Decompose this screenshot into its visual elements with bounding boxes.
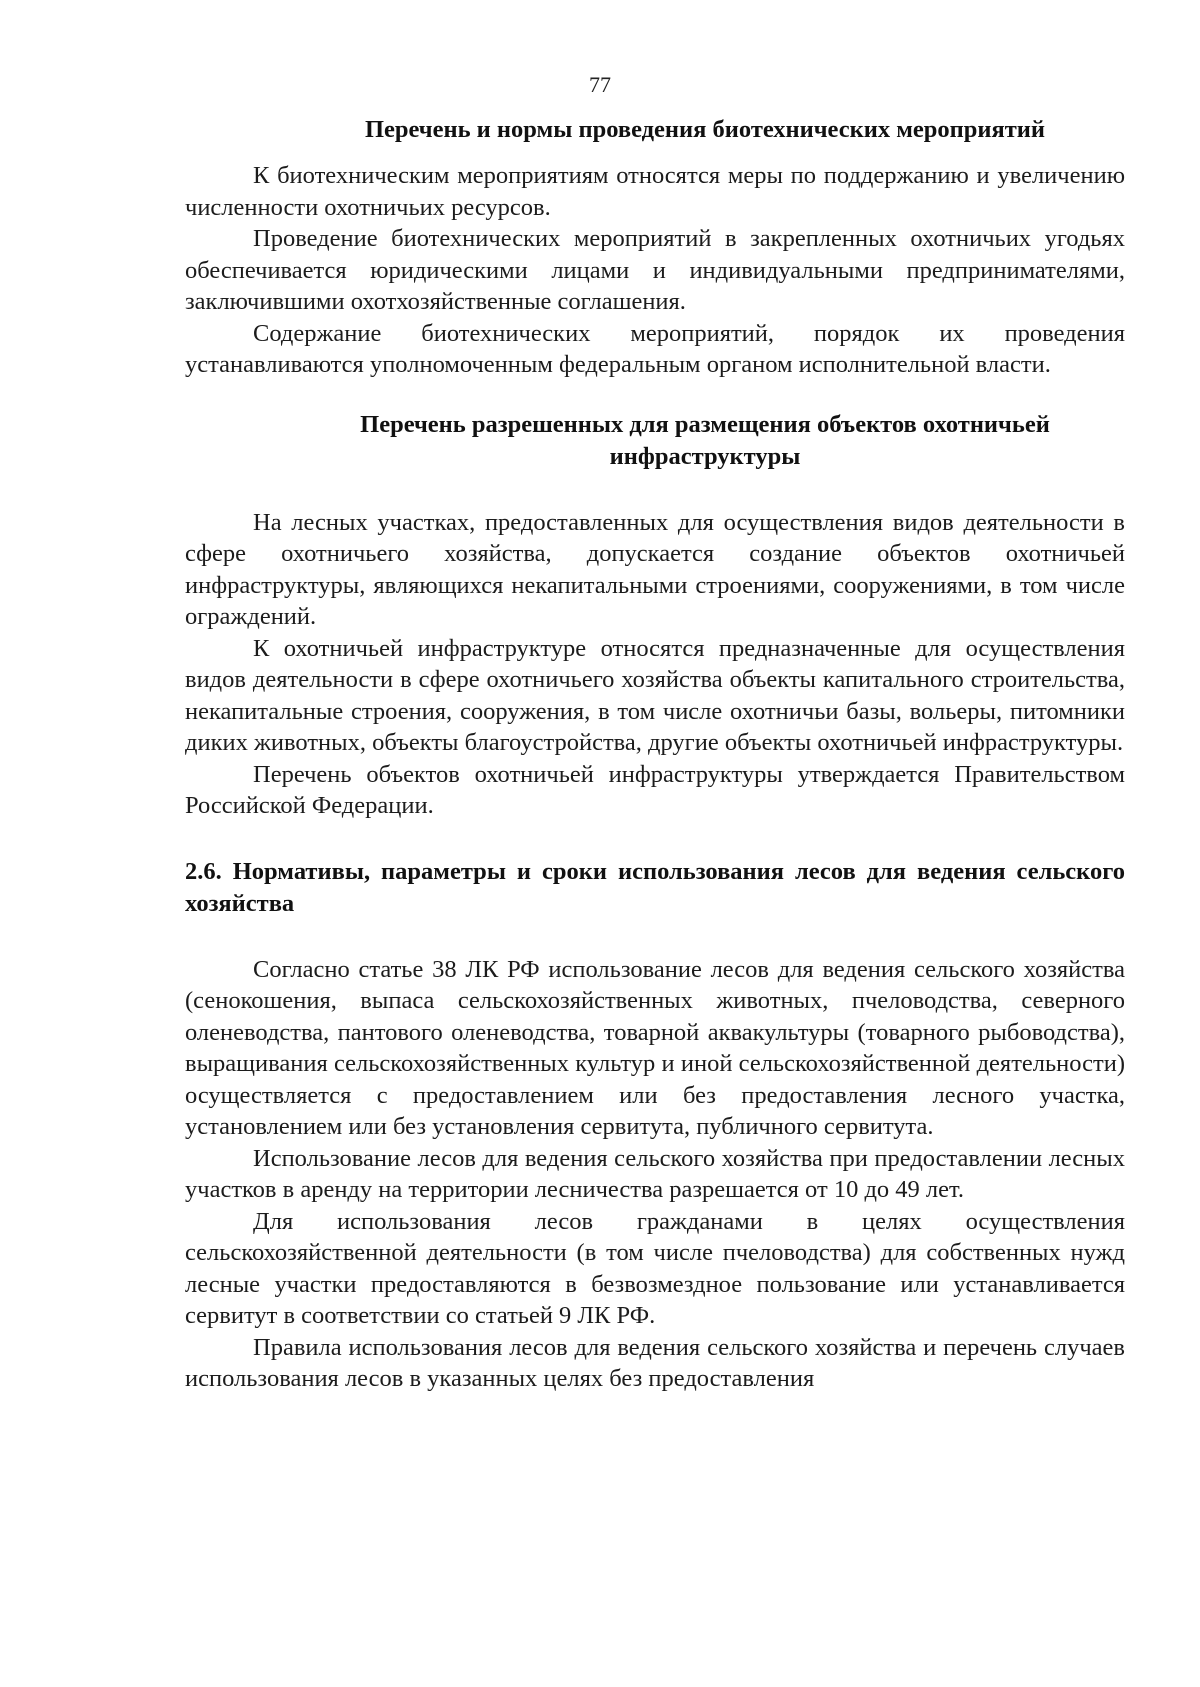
- section-heading: Перечень и нормы проведения биотехнических мероприятий: [364, 116, 1046, 143]
- page-number: 77: [589, 72, 611, 97]
- section-agriculture-forest-use: [185, 856, 1125, 1395]
- paragraph: На лесных участках, предоставленных для осуществления видов деятельности в сфере охотничьего хозяйства, допускается создание объектов охотничьей инфраструктуры, являющихся некапитальными строениями, сооружениями, в том числе ограждений.: [185, 508, 1125, 630]
- paragraph: Перечень объектов охотничьей инфраструктуры утверждается Правительством Российской Федерации.: [185, 760, 1125, 819]
- paragraph: Проведение биотехнических мероприятий в закрепленных охотничьих угодьях обеспечивается юридическими лицами и индивидуальными предпринимателями, заключившими охотхозяйственные соглашения.: [185, 225, 1125, 315]
- paragraph: Согласно статье 38 ЛК РФ использование лесов для ведения сельского хозяйства (сенокошения, выпаса сельскохозяйственных животных, пчеловодства, северного оленеводства, пантового оленеводства, товарной аквакультуры (товарного рыбоводства), выращивания сельскохозяйственных культур и иной сельскохозяйственной деятельности) осуществляется с предоставлением или без предоставления лесного участка, установлением или без установления сервитута, публичного сервитута.: [185, 955, 1125, 1140]
- paragraph: К охотничьей инфраструктуре относятся предназначенные для осуществления видов деятельности в сфере охотничьего хозяйства объекты капитального строительства, некапитальные строения, сооружения, в том числе охотничьи базы, вольеры, питомники диких животных, объекты благоустройства, другие объекты охотничьей инфраструктуры.: [185, 634, 1125, 756]
- section-hunting-infrastructure: [185, 409, 1125, 822]
- paragraph: Правила использования лесов для ведения сельского хозяйства и перечень случаев использования лесов в указанных целях без предоставления: [185, 1333, 1125, 1392]
- paragraph: Использование лесов для ведения сельского хозяйства при предоставлении лесных участков в аренду на территории лесничества разрешается от 10 до 49 лет.: [185, 1144, 1125, 1203]
- section-biotechnical-measures: [185, 114, 1125, 381]
- page-content: [185, 112, 1125, 1395]
- paragraph: Для использования лесов гражданами в целях осуществления сельскохозяйственной деятельности (в том числе пчеловодства) для собственных нужд лесные участки предоставляются в безвозмездное пользование или устанавливается сервитут в соответствии со статьей 9 ЛК РФ.: [185, 1207, 1125, 1329]
- section-heading: 2.6. Нормативы, параметры и сроки использования лесов для ведения сельского хозяйства: [185, 857, 1125, 917]
- section-heading-line-2: инфраструктуры: [609, 442, 801, 470]
- paragraph: К биотехническим мероприятиям относятся меры по поддержанию и увеличению численности охотничьих ресурсов.: [185, 162, 1125, 221]
- paragraph: Содержание биотехнических мероприятий, порядок их проведения устанавливаются уполномоченным федеральным органом исполнительной власти.: [185, 319, 1125, 378]
- section-heading-line-1: Перечень разрешенных для размещения объектов охотничьей: [360, 410, 1050, 438]
